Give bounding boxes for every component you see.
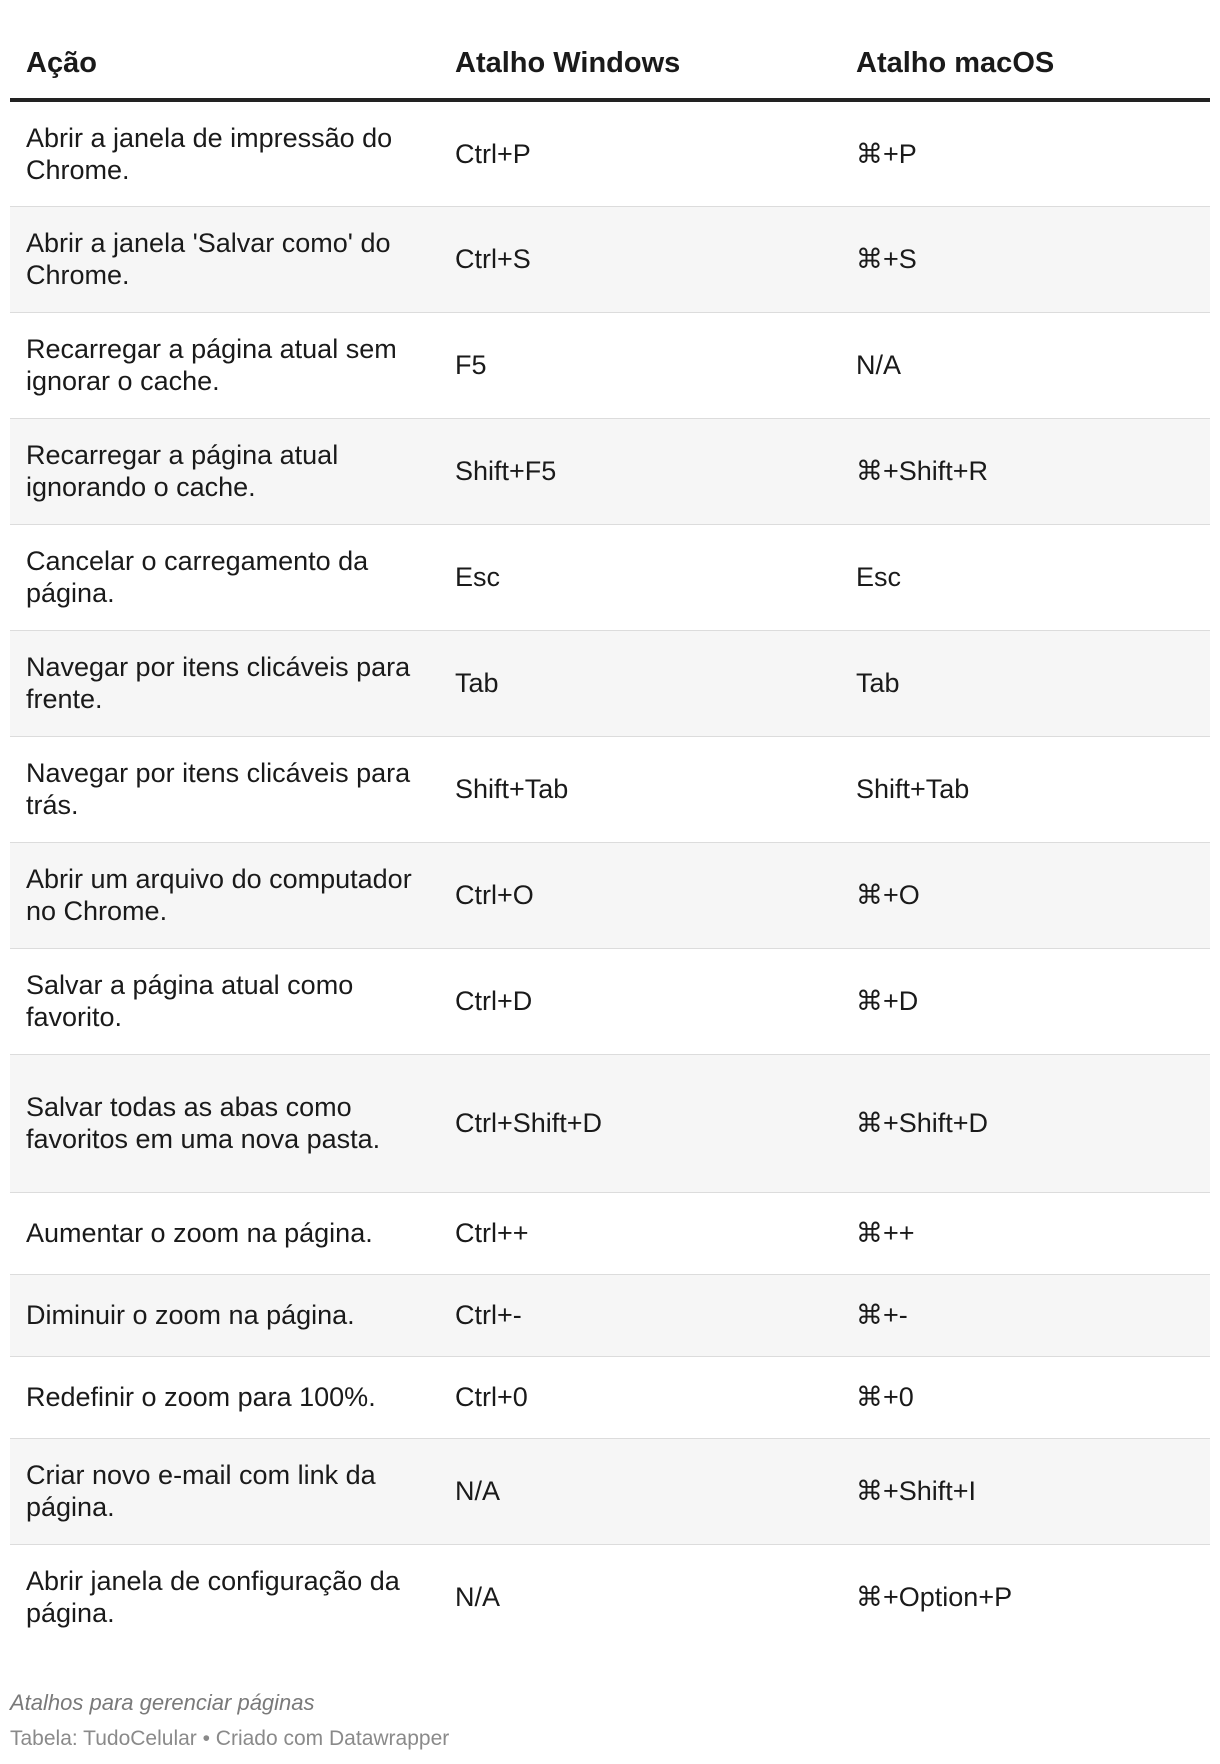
macos-shortcut-cell: ⌘+Shift+I <box>840 1438 1210 1544</box>
windows-shortcut-cell: Ctrl+D <box>439 948 840 1054</box>
table-row <box>10 418 1210 524</box>
windows-shortcut-cell: Ctrl++ <box>439 1192 840 1274</box>
windows-shortcut-cell: Shift+F5 <box>439 418 840 524</box>
windows-shortcut-cell: N/A <box>439 1438 840 1544</box>
action-cell: Cancelar o carregamento da página. <box>10 524 439 630</box>
header-row <box>10 28 1210 100</box>
action-cell: Recarregar a página atual sem ignorar o cache. <box>10 312 439 418</box>
table-row <box>10 948 1210 1054</box>
action-cell: Recarregar a página atual ignorando o cache. <box>10 418 439 524</box>
action-cell: Diminuir o zoom na página. <box>10 1274 439 1356</box>
table-source-credit: Tabela: TudoCelular • Criado com Datawrapper <box>10 1727 450 1750</box>
table-row <box>10 1274 1210 1356</box>
windows-shortcut-cell: Tab <box>439 630 840 736</box>
shortcuts-table <box>10 28 1210 1650</box>
table-row <box>10 312 1210 418</box>
action-cell: Abrir um arquivo do computador no Chrome. <box>10 842 439 948</box>
macos-shortcut-cell: ⌘+Shift+R <box>840 418 1210 524</box>
macos-shortcut-cell: ⌘++ <box>840 1192 1210 1274</box>
action-cell: Abrir a janela de impressão do Chrome. <box>10 100 439 206</box>
table-row <box>10 1054 1210 1192</box>
macos-shortcut-cell: Esc <box>840 524 1210 630</box>
macos-shortcut-cell: ⌘+- <box>840 1274 1210 1356</box>
macos-shortcut-cell: ⌘+D <box>840 948 1210 1054</box>
header-windows-shortcut: Atalho Windows <box>439 28 840 100</box>
action-cell: Criar novo e-mail com link da página. <box>10 1438 439 1544</box>
macos-shortcut-cell: ⌘+S <box>840 206 1210 312</box>
table-row <box>10 630 1210 736</box>
header-action: Ação <box>10 28 439 100</box>
action-cell: Aumentar o zoom na página. <box>10 1192 439 1274</box>
action-cell: Navegar por itens clicáveis para trás. <box>10 736 439 842</box>
table-row <box>10 206 1210 312</box>
table-row <box>10 524 1210 630</box>
macos-shortcut-cell: ⌘+O <box>840 842 1210 948</box>
table-row <box>10 1192 1210 1274</box>
action-cell: Salvar a página atual como favorito. <box>10 948 439 1054</box>
windows-shortcut-cell: Ctrl+S <box>439 206 840 312</box>
windows-shortcut-cell: Ctrl+0 <box>439 1356 840 1438</box>
table-row <box>10 736 1210 842</box>
table-row <box>10 842 1210 948</box>
macos-shortcut-cell: ⌘+Option+P <box>856 1582 1013 1613</box>
table-header <box>10 28 1210 100</box>
windows-shortcut-cell: N/A <box>455 1582 501 1613</box>
table-row <box>10 1438 1210 1544</box>
macos-shortcut-cell: Shift+Tab <box>840 736 1210 842</box>
windows-shortcut-cell: Ctrl+- <box>439 1274 840 1356</box>
windows-shortcut-cell: F5 <box>439 312 840 418</box>
header-macos-shortcut: Atalho macOS <box>840 28 1210 100</box>
windows-shortcut-cell: Ctrl+P <box>439 100 840 206</box>
windows-shortcut-cell: Ctrl+O <box>439 842 840 948</box>
macos-shortcut-cell: Tab <box>840 630 1210 736</box>
macos-shortcut-cell: ⌘+Shift+D <box>840 1054 1210 1192</box>
table-caption: Atalhos para gerenciar páginas <box>10 1690 315 1715</box>
table-row <box>10 100 1210 206</box>
macos-shortcut-cell: ⌘+P <box>840 100 1210 206</box>
windows-shortcut-cell: Shift+Tab <box>439 736 840 842</box>
table-row <box>10 1356 1210 1438</box>
macos-shortcut-cell: ⌘+0 <box>840 1356 1210 1438</box>
windows-shortcut-cell: Esc <box>439 524 840 630</box>
windows-shortcut-cell: Ctrl+Shift+D <box>439 1054 840 1192</box>
action-cell: Abrir a janela 'Salvar como' do Chrome. <box>10 206 439 312</box>
table-body <box>10 100 1210 1650</box>
macos-shortcut-cell: N/A <box>840 312 1210 418</box>
table-row <box>10 1544 1210 1650</box>
action-cell: Redefinir o zoom para 100%. <box>10 1356 439 1438</box>
action-cell: Abrir janela de configuração da página. <box>26 1566 400 1629</box>
action-cell: Salvar todas as abas como favoritos em uma nova pasta. <box>10 1054 439 1192</box>
action-cell: Navegar por itens clicáveis para frente. <box>10 630 439 736</box>
